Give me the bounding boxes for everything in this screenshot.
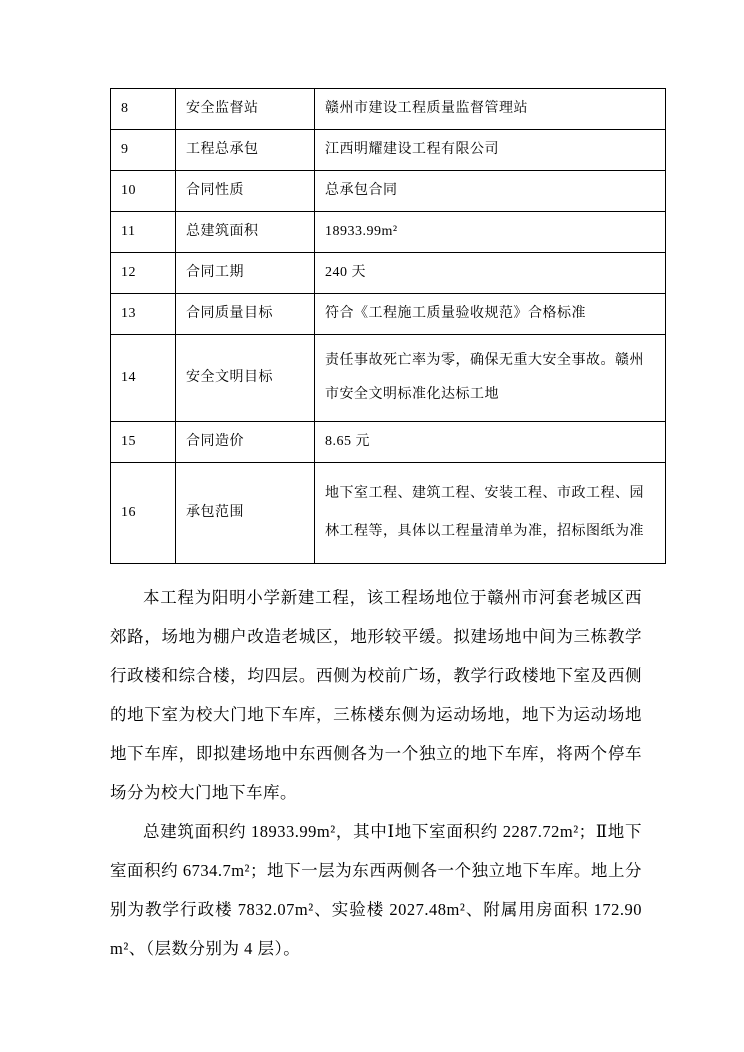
row-number: 14 — [111, 335, 176, 422]
row-number: 13 — [111, 294, 176, 335]
row-label: 合同性质 — [176, 171, 315, 212]
table-row — [111, 130, 666, 171]
row-label: 承包范围 — [176, 463, 315, 564]
row-value: 18933.99m² — [315, 212, 666, 253]
body-text — [110, 578, 642, 968]
row-label: 合同工期 — [176, 253, 315, 294]
row-value: 8.65 元 — [315, 422, 666, 463]
project-info-table — [110, 88, 666, 564]
table-row — [111, 294, 666, 335]
table-row — [111, 335, 666, 422]
table-row — [111, 212, 666, 253]
table-row — [111, 171, 666, 212]
row-label: 合同质量目标 — [176, 294, 315, 335]
table-row — [111, 253, 666, 294]
row-value: 总承包合同 — [315, 171, 666, 212]
row-label: 合同造价 — [176, 422, 315, 463]
row-number: 15 — [111, 422, 176, 463]
row-label: 安全监督站 — [176, 89, 315, 130]
paragraph: 本工程为阳明小学新建工程，该工程场地位于赣州市河套老城区西郊路，场地为棚户改造老城区，地形较平缓。拟建场地中间为三栋教学行政楼和综合楼，均四层。西侧为校前广场，教学行政楼地下室及西侧的地下室为校大门地下车库，三栋楼东侧为运动场地，地下为运动场地地下车库，即拟建场地中东西侧各为一个独立的地下车库，将两个停车场分为校大门地下车库。 — [110, 588, 642, 802]
row-value: 地下室工程、建筑工程、安装工程、市政工程、园林工程等，具体以工程量清单为准，招标图纸为准 — [315, 463, 666, 564]
row-value: 责任事故死亡率为零，确保无重大安全事故。赣州市安全文明标准化达标工地 — [315, 335, 666, 422]
table-row — [111, 463, 666, 564]
row-label: 总建筑面积 — [176, 212, 315, 253]
row-value: 赣州市建设工程质量监督管理站 — [315, 89, 666, 130]
row-value: 符合《工程施工质量验收规范》合格标准 — [315, 294, 666, 335]
row-value: 江西明耀建设工程有限公司 — [315, 130, 666, 171]
row-number: 16 — [111, 463, 176, 564]
row-number: 8 — [111, 89, 176, 130]
row-number: 12 — [111, 253, 176, 294]
row-value: 240 天 — [315, 253, 666, 294]
row-label: 安全文明目标 — [176, 335, 315, 422]
row-number: 11 — [111, 212, 176, 253]
row-number: 9 — [111, 130, 176, 171]
row-number: 10 — [111, 171, 176, 212]
table-row — [111, 89, 666, 130]
row-label: 工程总承包 — [176, 130, 315, 171]
table-row — [111, 422, 666, 463]
paragraph: 总建筑面积约 18933.99m²，其中Ⅰ地下室面积约 2287.72m²；Ⅱ地下室面积约 6734.7m²；地下一层为东西两侧各一个独立地下车库。地上分别为教学行政楼 7832.07m²、实验楼 2027.48m²、附属用房面积 172.90m²、（层数分别为 4 层）。 — [110, 822, 642, 958]
